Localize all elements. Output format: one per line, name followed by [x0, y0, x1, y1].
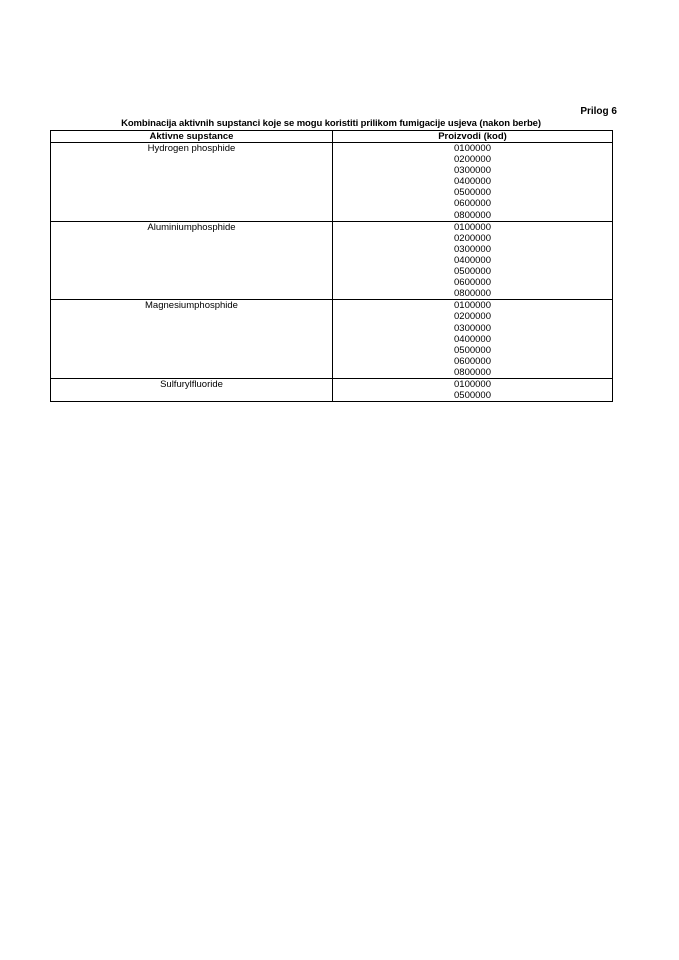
table-row [51, 221, 613, 300]
annex-label: Prilog 6 [580, 106, 617, 117]
product-code: 0800000 [454, 366, 491, 378]
product-code: 0100000 [454, 221, 491, 233]
product-code: 0200000 [454, 154, 491, 166]
product-code: 0200000 [454, 311, 491, 323]
product-codes-cell [333, 300, 613, 379]
product-code: 0600000 [454, 198, 491, 210]
table-body [51, 143, 613, 402]
product-code: 0800000 [454, 288, 491, 300]
product-code: 0400000 [454, 176, 491, 188]
substance-name: Aluminiumphosphide [147, 221, 236, 233]
product-code: 0300000 [454, 322, 491, 334]
product-code: 0600000 [454, 355, 491, 367]
product-code: 0500000 [454, 187, 491, 199]
product-code: 0800000 [454, 209, 491, 221]
product-code: 0100000 [454, 143, 491, 154]
product-code: 0500000 [454, 390, 491, 402]
product-code: 0500000 [454, 344, 491, 356]
table-header-row [51, 131, 613, 143]
table-row [51, 378, 613, 401]
document-title: Kombinacija aktivnih supstanci koje se mogu koristiti prilikom fumigacije usjeva (nakon berbe) [121, 118, 541, 129]
product-code: 0600000 [454, 277, 491, 289]
product-codes-cell [333, 143, 613, 222]
product-code: 0300000 [454, 165, 491, 177]
product-code: 0400000 [454, 333, 491, 345]
column-header-substances: Aktivne supstance [51, 131, 333, 143]
product-code: 0100000 [454, 300, 491, 312]
product-code: 0100000 [454, 378, 491, 390]
substance-cell [51, 143, 333, 222]
column-header-products: Proizvodi (kod) [333, 131, 613, 143]
product-code: 0500000 [454, 266, 491, 278]
table-row [51, 300, 613, 379]
product-codes-cell [333, 378, 613, 401]
table-row [51, 143, 613, 222]
substance-cell [51, 378, 333, 401]
product-code: 0300000 [454, 243, 491, 255]
substance-cell [51, 300, 333, 379]
substance-name: Magnesiumphosphide [145, 300, 238, 312]
substance-cell [51, 221, 333, 300]
product-codes-cell [333, 221, 613, 300]
substance-name: Hydrogen phosphide [147, 143, 236, 154]
substances-table [50, 130, 613, 402]
substance-name: Sulfurylfluoride [160, 378, 223, 390]
product-code: 0400000 [454, 254, 491, 266]
product-code: 0200000 [454, 232, 491, 244]
